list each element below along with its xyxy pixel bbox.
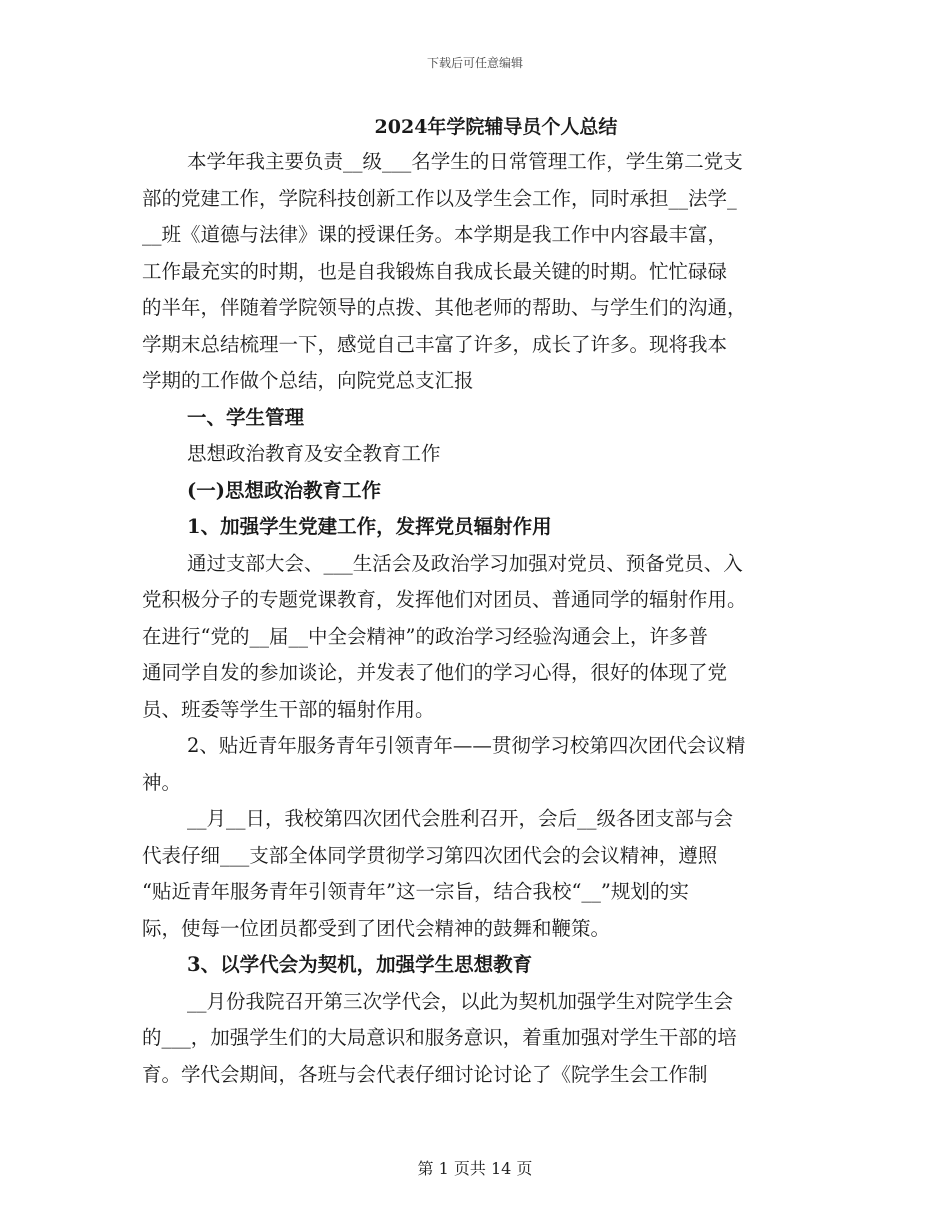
subsection-heading: (一)思想政治教育工作 bbox=[187, 478, 381, 502]
text-line: 在进行“党的__届__中全会精神”的政治学习经验沟通会上，许多普 bbox=[142, 624, 708, 648]
text-line: 学期的工作做个总结，向院党总支汇报 bbox=[142, 369, 474, 392]
text-line: 的半年，伴随着学院领导的点拨、其他老师的帮助、与学生们的沟通， bbox=[142, 296, 747, 319]
text-line: 神。 bbox=[142, 770, 182, 794]
text-line: 育。学代会期间，各班与会代表仔细讨论讨论了《院学生会工作制 bbox=[142, 1062, 708, 1086]
item-heading: 3、以学代会为契机，加强学生思想教育 bbox=[187, 953, 533, 976]
text-line: 本学年我主要负责__级___名学生的日常管理工作，学生第二党支 bbox=[187, 150, 743, 173]
text-line: 2、贴近青年服务青年引领青年——贯彻学习校第四次团代会议精 bbox=[187, 734, 746, 757]
item3-paragraph bbox=[142, 984, 810, 1094]
item-heading: 1、加强学生党建工作，发挥党员辐射作用 bbox=[187, 515, 552, 538]
text-line: 学期末总结梳理一下，感觉自己丰富了许多，成长了许多。现将我本 bbox=[142, 332, 728, 356]
item1-paragraph bbox=[142, 546, 810, 729]
text-line: __月份我院召开第三次学代会，以此为契机加强学生对院学生会 bbox=[187, 989, 734, 1013]
text-line: 代表仔细___支部全体同学贯彻学习第四次团代会的会议精神，遵照 bbox=[142, 843, 718, 867]
text-line: “贴近青年服务青年引领青年”这一宗旨，结合我校“__”规划的实 bbox=[142, 880, 689, 903]
text-line: 部的党建工作，学院科技创新工作以及学生会工作，同时承担__法学_ bbox=[142, 186, 737, 210]
text-line: 际，使每一位团员都受到了团代会精神的鼓舞和鞭策。 bbox=[142, 916, 611, 940]
text-line: __月__日，我校第四次团代会胜利召开，会后__级各团支部与会 bbox=[187, 807, 734, 830]
document-body bbox=[142, 110, 810, 1093]
page-footer: 第 1 页共 14 页 bbox=[417, 1159, 533, 1178]
text-line: 的___，加强学生们的大局意识和服务意识，着重加强对学生干部的培 bbox=[142, 1026, 737, 1049]
text-line: 工作最充实的时期，也是自我锻炼自我成长最关键的时期。忙忙碌碌 bbox=[142, 259, 728, 283]
text-line: 员、班委等学生干部的辐射作用。 bbox=[142, 697, 435, 721]
document-title: 2024年学院辅导员个人总结 bbox=[374, 116, 618, 138]
text-line: 党积极分子的专题党课教育，发挥他们对团员、普通同学的辐射作用。 bbox=[142, 588, 747, 611]
section-heading: 一、学生管理 bbox=[187, 405, 305, 429]
item2-heading-paragraph bbox=[142, 728, 810, 801]
page-header: 下载后可任意编辑 bbox=[426, 56, 523, 70]
intro-paragraph bbox=[142, 144, 810, 400]
text-line: __班《道德与法律》课的授课任务。本学期是我工作中内容最丰富， bbox=[142, 223, 728, 246]
section-subheading: 思想政治教育及安全教育工作 bbox=[187, 442, 441, 465]
text-line: 通过支部大会、___生活会及政治学习加强对党员、预备党员、入 bbox=[187, 551, 743, 575]
item2-paragraph bbox=[142, 801, 810, 947]
text-line: 通同学自发的参加谈论，并发表了他们的学习心得，很好的体现了党 bbox=[142, 661, 728, 684]
